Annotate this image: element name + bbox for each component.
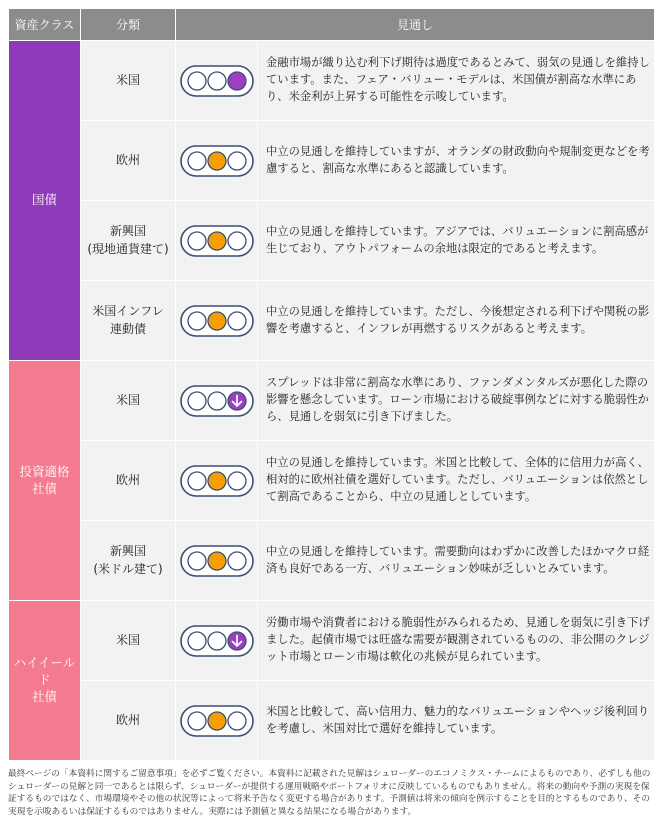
asset-class-label: 投資適格 社債 [19,463,70,496]
category-label: 欧州 [115,712,140,727]
asset-class-label: 国債 [31,192,57,208]
table-row [9,121,655,201]
category-label: 米国インフレ 連動債 [92,304,164,336]
three-dot-light-center-orange-icon [180,465,254,497]
category-cell [81,601,176,681]
three-dot-light-center-orange-icon [180,225,254,257]
category-label: 米国 [115,72,140,87]
category-label: 新興国 (米ドル建て) [93,544,163,576]
outlook-text: 中立の見通しを維持していますが、オランダの財政動向や規制変更などを考慮すると、割高な水準にあると認識しています。 [258,121,655,201]
footer-disclaimer: 最終ページの「本資料に関するご留意事項」を必ずご覧ください。本資料に記載された見解はシュローダーのエコノミクス・チームによるものであり、必ずしも他のシュローダーの見解と同一であるとは限らず、シュローダーが提供する運用戦略やポートフォリオに反映しているものでもありません。将来の動向や予測の実現を保証するものではなく、市場環境やその他の状況等によって将来予告なく変更する場合があります。予測値は将来の傾向を例示することを目的とするものであり、その実現を示唆あるいは保証するものではありません。実際には予測値と異なる結果になる場合があります。 [8,769,651,817]
category-cell [81,41,176,121]
header-category: 分類 [81,9,176,41]
signal-cell [176,201,258,281]
outlook-text: スプレッドは非常に割高な水準にあり、ファンダメンタルズが悪化した際の影響を懸念しています。ローン市場における破綻事例などに対する脆弱性から、見通しを弱気に引き下げました。 [258,361,655,441]
signal-cell [176,681,258,761]
table-row [9,201,655,281]
category-label: 米国 [115,392,140,407]
outlook-text: 中立の見通しを維持しています。需要動向はわずかに改善したほかマクロ経済も良好である一方、バリュエーション妙味が乏しいとみています。 [258,521,655,601]
asset-class-govt [9,41,81,361]
three-dot-light-center-orange-icon [180,305,254,337]
category-label: 欧州 [115,472,140,487]
category-cell [81,121,176,201]
outlook-text: 米国と比較して、高い信用力、魅力的なバリュエーションやヘッジ後利回りを考慮し、米国対比で選好を維持しています。 [258,681,655,761]
signal-cell [176,281,258,361]
category-label: 新興国 (現地通貨建て) [87,224,169,256]
outlook-text: 中立の見通しを維持しています。米国と比較して、全体的に信用力が高く、相対的に欧州社債を選好しています。ただし、バリュエーションは依然として割高であることから、中立の見通しとしています。 [258,441,655,521]
outlook-text: 中立の見通しを維持しています。ただし、今後想定される利下げや関税の影響を考慮すると、インフレが再燃するリスクがあると考えます。 [258,281,655,361]
category-cell [81,201,176,281]
three-dot-light-right-purple-icon [180,65,254,97]
three-dot-light-right-purple-down-arrow-icon [180,385,254,417]
asset-class-ig [9,361,81,601]
table-row [9,281,655,361]
table-row [9,441,655,521]
outlook-text: 金融市場が織り込む利下げ期待は過度であるとみて、弱気の見通しを維持しています。また、フェア・バリュー・モデルは、米国債が割高な水準にあり、米金利が上昇する可能性を示唆しています。 [258,41,655,121]
table-row [9,521,655,601]
signal-cell [176,121,258,201]
header-outlook: 見通し [176,9,655,41]
category-cell [81,281,176,361]
category-label: 欧州 [115,152,140,167]
asset-class-label: ハイイールド 社債 [13,655,76,704]
outlook-text: 労働市場や消費者における脆弱性がみられるため、見通しを弱気に引き下げました。起債市場では旺盛な需要が観測されているものの、非公開のクレジット市場とローン市場は軟化の兆候が見られています。 [258,601,655,681]
table-row [9,361,655,441]
three-dot-light-center-orange-icon [180,705,254,737]
signal-cell [176,441,258,521]
category-cell [81,361,176,441]
table-row [9,681,655,761]
header-asset-class: 資産クラス [9,9,81,41]
signal-cell [176,41,258,121]
three-dot-light-center-orange-icon [180,145,254,177]
category-cell [81,441,176,521]
outlook-text: 中立の見通しを維持しています。アジアでは、バリュエーションに割高感が生じており、アウトパフォームの余地は限定的であると考えます。 [258,201,655,281]
category-label: 米国 [115,632,140,647]
table-row [9,41,655,121]
three-dot-light-center-orange-icon [180,545,254,577]
outlook-table [8,8,655,761]
signal-cell [176,521,258,601]
header-row [9,9,655,41]
three-dot-light-right-purple-down-arrow-icon [180,625,254,657]
signal-cell [176,361,258,441]
category-cell [81,521,176,601]
table-row [9,601,655,681]
signal-cell [176,601,258,681]
category-cell [81,681,176,761]
asset-class-hy [9,601,81,761]
